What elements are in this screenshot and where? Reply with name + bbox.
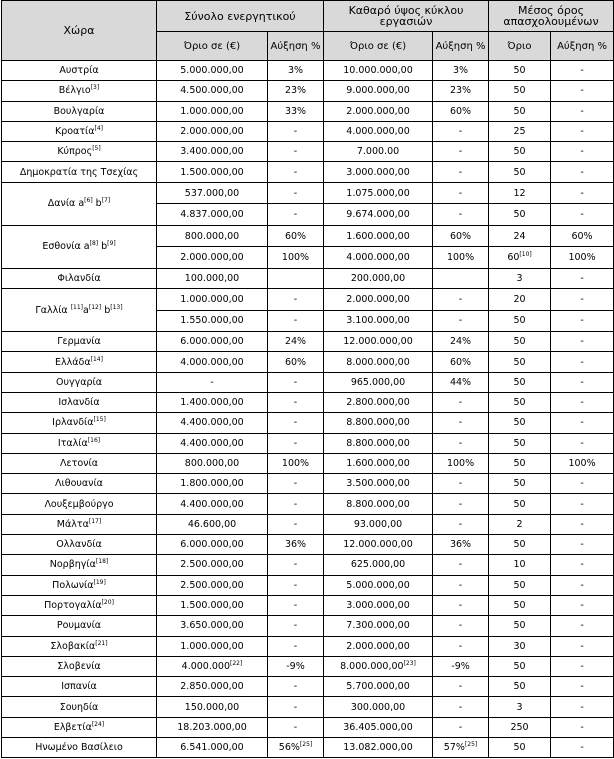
turnover-increase-cell: 100% bbox=[433, 453, 489, 473]
turnover-limit-cell: 965.000,00 bbox=[324, 372, 433, 392]
assets-limit-cell: 4.500.000,00 bbox=[157, 81, 268, 101]
country-name: Κροατία[4] bbox=[2, 121, 157, 141]
turnover-increase-cell: - bbox=[433, 494, 489, 514]
employees-increase-cell: - bbox=[551, 575, 614, 595]
country-name: Ισπανία bbox=[2, 677, 157, 697]
employees-limit-cell: 50 bbox=[489, 474, 551, 494]
employees-increase-cell: - bbox=[551, 289, 614, 311]
assets-increase-cell: - bbox=[268, 514, 324, 534]
table-row bbox=[2, 514, 614, 534]
employees-increase-cell: - bbox=[551, 182, 614, 204]
country-name: Γαλλία [11]a[12] b[13] bbox=[2, 289, 157, 332]
assets-limit-cell: 1.500.000,00 bbox=[157, 162, 268, 182]
assets-limit-cell: 6.541.000,00 bbox=[157, 738, 268, 758]
net-turnover-header: Καθαρό ύψος κύκλου εργασιών bbox=[324, 1, 489, 32]
employees-increase-cell: 100% bbox=[551, 247, 614, 269]
average-employees-header: Μέσος όρος απασχολουμένων bbox=[489, 1, 614, 32]
employees-increase-header: Αύξηση % bbox=[551, 32, 614, 61]
country-name: Ιταλία[16] bbox=[2, 433, 157, 453]
employees-increase-cell: - bbox=[551, 717, 614, 737]
employees-increase-cell: - bbox=[551, 636, 614, 656]
employees-increase-cell: - bbox=[551, 392, 614, 412]
country-footnote: [4] bbox=[94, 124, 104, 132]
country-name: Γερμανία bbox=[2, 332, 157, 352]
turnover-limit-cell: 5.700.000,00 bbox=[324, 677, 433, 697]
employees-increase-cell: - bbox=[551, 677, 614, 697]
employees-limit-cell: 2 bbox=[489, 514, 551, 534]
turnover-increase-header: Αύξηση % bbox=[433, 32, 489, 61]
assets-limit-cell: 2.500.000,00 bbox=[157, 555, 268, 575]
employees-limit-cell: 10 bbox=[489, 555, 551, 575]
assets-increase-cell: 33% bbox=[268, 101, 324, 121]
assets-increase-cell: - bbox=[268, 555, 324, 575]
employees-increase-cell: - bbox=[551, 268, 614, 288]
turnover-limit-cell: 93.000,00 bbox=[324, 514, 433, 534]
turnover-increase-cell: - bbox=[433, 575, 489, 595]
turnover-increase-cell: - bbox=[433, 121, 489, 141]
turnover-limit-cell: 1.600.000,00 bbox=[324, 225, 433, 247]
table-row bbox=[2, 289, 614, 311]
employees-increase-cell: - bbox=[551, 372, 614, 392]
employees-increase-cell: - bbox=[551, 142, 614, 162]
employees-increase-cell: - bbox=[551, 494, 614, 514]
turnover-increase-cell: 57%[25] bbox=[433, 738, 489, 758]
assets-limit-cell: 1.000.000,00 bbox=[157, 636, 268, 656]
table-row bbox=[2, 453, 614, 473]
turnover-increase-cell: - bbox=[433, 514, 489, 534]
turnover-increase-cell: - bbox=[433, 162, 489, 182]
table-row bbox=[2, 697, 614, 717]
turnover-limit-cell: 8.000.000,00[23] bbox=[324, 656, 433, 676]
assets-limit-cell: 4.000.000[22] bbox=[157, 656, 268, 676]
assets-limit-cell: - bbox=[157, 372, 268, 392]
employees-limit-cell: 60[10] bbox=[489, 247, 551, 269]
country-name: Φιλανδία bbox=[2, 268, 157, 288]
turnover-limit-header: Όριο σε (€) bbox=[324, 32, 433, 61]
turnover-limit-cell: 12.000.000,00 bbox=[324, 535, 433, 555]
assets-limit-cell: 6.000.000,00 bbox=[157, 332, 268, 352]
country-name: Κύπρος[5] bbox=[2, 142, 157, 162]
turnover-limit-cell: 3.000.000,00 bbox=[324, 162, 433, 182]
table-row bbox=[2, 677, 614, 697]
employees-limit-cell: 50 bbox=[489, 352, 551, 372]
country-name: Σλοβενία bbox=[2, 656, 157, 676]
turnover-increase-cell: - bbox=[433, 413, 489, 433]
table-row bbox=[2, 616, 614, 636]
turnover-limit-cell: 9.000.000,00 bbox=[324, 81, 433, 101]
employees-increase-cell: - bbox=[551, 616, 614, 636]
table-body bbox=[2, 61, 614, 758]
turnover-limit-cell: 4.000.000,00 bbox=[324, 121, 433, 141]
turnover-limit-cell: 1.075.000,00 bbox=[324, 182, 433, 204]
assets-limit-cell: 5.000.000,00 bbox=[157, 61, 268, 81]
employees-limit-cell: 50 bbox=[489, 535, 551, 555]
employees-limit-cell: 50 bbox=[489, 575, 551, 595]
country-footnote: [24] bbox=[91, 720, 105, 728]
turnover-limit-cell: 625.000,00 bbox=[324, 555, 433, 575]
assets-limit-cell: 100.000,00 bbox=[157, 268, 268, 288]
turnover-increase-cell: - bbox=[433, 310, 489, 332]
employees-limit-cell: 50 bbox=[489, 204, 551, 226]
employees-limit-cell: 50 bbox=[489, 101, 551, 121]
assets-increase-cell: - bbox=[268, 616, 324, 636]
turnover-limit-cell: 200.000,00 bbox=[324, 268, 433, 288]
assets-increase-cell: -9% bbox=[268, 656, 324, 676]
employees-limit-cell: 50 bbox=[489, 656, 551, 676]
turnover-increase-cell: 100% bbox=[433, 247, 489, 269]
table-row bbox=[2, 555, 614, 575]
employees-limit-cell: 50 bbox=[489, 310, 551, 332]
employees-increase-cell: - bbox=[551, 656, 614, 676]
table-row bbox=[2, 392, 614, 412]
country-footnote: [19] bbox=[93, 578, 106, 586]
turnover-limit-cell: 7.300.000,00 bbox=[324, 616, 433, 636]
assets-limit-cell: 1.000.000,00 bbox=[157, 289, 268, 311]
table-row bbox=[2, 352, 614, 372]
country-name: Ισλανδία bbox=[2, 392, 157, 412]
turnover-increase-cell: 44% bbox=[433, 372, 489, 392]
employees-limit-cell: 12 bbox=[489, 182, 551, 204]
assets-limit-cell: 800.000,00 bbox=[157, 453, 268, 473]
assets-limit-cell: 4.400.000,00 bbox=[157, 494, 268, 514]
assets-increase-cell: - bbox=[268, 121, 324, 141]
assets-increase-cell: 60% bbox=[268, 352, 324, 372]
country-footnote: [17] bbox=[88, 517, 102, 525]
assets-limit-header: Όριο σε (€) bbox=[157, 32, 268, 61]
turnover-increase-cell: - bbox=[433, 142, 489, 162]
country-footnote: [20] bbox=[101, 598, 114, 606]
table-row bbox=[2, 413, 614, 433]
turnover-limit-cell: 3.100.000,00 bbox=[324, 310, 433, 332]
country-name: Εσθονία a[8] b[9] bbox=[2, 225, 157, 268]
table-row bbox=[2, 372, 614, 392]
country-name: Πορτογαλία[20] bbox=[2, 595, 157, 615]
country-name: Σουηδία bbox=[2, 697, 157, 717]
assets-increase-cell: 60% bbox=[268, 225, 324, 247]
employees-limit-cell: 50 bbox=[489, 372, 551, 392]
country-footnote: [21] bbox=[95, 639, 108, 647]
turnover-increase-cell: - bbox=[433, 697, 489, 717]
total-assets-header: Σύνολο ενεργητικού bbox=[157, 1, 324, 32]
turnover-limit-cell: 4.000.000,00 bbox=[324, 247, 433, 269]
assets-limit-cell: 3.400.000,00 bbox=[157, 142, 268, 162]
table-row bbox=[2, 535, 614, 555]
table-row bbox=[2, 332, 614, 352]
assets-limit-cell: 6.000.000,00 bbox=[157, 535, 268, 555]
turnover-increase-cell: - bbox=[433, 182, 489, 204]
turnover-limit-cell: 36.405.000,00 bbox=[324, 717, 433, 737]
assets-limit-cell: 800.000,00 bbox=[157, 225, 268, 247]
turnover-increase-cell: - bbox=[433, 555, 489, 575]
assets-limit-cell: 4.000.000,00 bbox=[157, 352, 268, 372]
turnover-increase-cell: 60% bbox=[433, 101, 489, 121]
employees-increase-cell: - bbox=[551, 535, 614, 555]
employees-limit-cell: 20 bbox=[489, 289, 551, 311]
employees-limit-cell: 50 bbox=[489, 738, 551, 758]
assets-increase-cell: - bbox=[268, 310, 324, 332]
employees-increase-cell: - bbox=[551, 310, 614, 332]
assets-limit-cell: 2.500.000,00 bbox=[157, 575, 268, 595]
country-name: Δανία a[6] b[7] bbox=[2, 182, 157, 225]
country-column-header: Χώρα bbox=[2, 1, 157, 61]
table-row bbox=[2, 474, 614, 494]
country-name: Βέλγιο[3] bbox=[2, 81, 157, 101]
assets-increase-cell bbox=[268, 268, 324, 288]
employees-limit-cell: 50 bbox=[489, 81, 551, 101]
employees-limit-cell: 25 bbox=[489, 121, 551, 141]
assets-increase-cell: - bbox=[268, 717, 324, 737]
employees-increase-cell: - bbox=[551, 697, 614, 717]
assets-limit-cell: 2.850.000,00 bbox=[157, 677, 268, 697]
assets-increase-cell: - bbox=[268, 433, 324, 453]
assets-increase-cell: - bbox=[268, 413, 324, 433]
country-name: Δημοκρατία της Τσεχίας bbox=[2, 162, 157, 182]
table-row bbox=[2, 268, 614, 288]
employees-increase-cell: - bbox=[551, 332, 614, 352]
table-row bbox=[2, 656, 614, 676]
turnover-limit-cell: 300.000,00 bbox=[324, 697, 433, 717]
employees-increase-cell: - bbox=[551, 352, 614, 372]
turnover-increase-cell: - bbox=[433, 616, 489, 636]
assets-limit-cell: 2.000.000,00 bbox=[157, 247, 268, 269]
assets-increase-cell: - bbox=[268, 392, 324, 412]
turnover-limit-cell: 10.000.000,00 bbox=[324, 61, 433, 81]
assets-limit-cell: 2.000.000,00 bbox=[157, 121, 268, 141]
table-row bbox=[2, 61, 614, 81]
country-name: Λιθουανία bbox=[2, 474, 157, 494]
turnover-limit-cell: 2.000.000,00 bbox=[324, 289, 433, 311]
turnover-increase-cell: -9% bbox=[433, 656, 489, 676]
employees-limit-cell: 50 bbox=[489, 413, 551, 433]
turnover-limit-cell: 8.000.000,00 bbox=[324, 352, 433, 372]
assets-limit-cell: 3.650.000,00 bbox=[157, 616, 268, 636]
table-row bbox=[2, 142, 614, 162]
table-row bbox=[2, 162, 614, 182]
assets-limit-cell: 150.000,00 bbox=[157, 697, 268, 717]
assets-increase-cell: 23% bbox=[268, 81, 324, 101]
employees-limit-cell: 50 bbox=[489, 61, 551, 81]
country-name: Ολλανδία bbox=[2, 535, 157, 555]
employees-limit-cell: 50 bbox=[489, 332, 551, 352]
assets-increase-cell: 3% bbox=[268, 61, 324, 81]
employees-increase-cell: - bbox=[551, 474, 614, 494]
employees-limit-cell: 30 bbox=[489, 636, 551, 656]
assets-increase-cell: - bbox=[268, 595, 324, 615]
turnover-increase-cell: - bbox=[433, 433, 489, 453]
country-footnote: [16] bbox=[87, 436, 101, 444]
turnover-increase-cell: 60% bbox=[433, 352, 489, 372]
turnover-limit-cell: 2.800.000,00 bbox=[324, 392, 433, 412]
assets-limit-cell: 1.500.000,00 bbox=[157, 595, 268, 615]
assets-limit-cell: 1.800.000,00 bbox=[157, 474, 268, 494]
country-name: Ιρλανδία[15] bbox=[2, 413, 157, 433]
turnover-limit-cell: 3.500.000,00 bbox=[324, 474, 433, 494]
employees-increase-cell: - bbox=[551, 101, 614, 121]
employees-limit-cell: 50 bbox=[489, 142, 551, 162]
country-footnote: [5] bbox=[92, 145, 101, 153]
assets-increase-cell: - bbox=[268, 575, 324, 595]
assets-limit-cell: 18.203.000,00 bbox=[157, 717, 268, 737]
employees-limit-cell: 50 bbox=[489, 433, 551, 453]
employees-increase-cell: - bbox=[551, 555, 614, 575]
turnover-increase-cell bbox=[433, 268, 489, 288]
table-row bbox=[2, 494, 614, 514]
turnover-increase-cell: - bbox=[433, 636, 489, 656]
turnover-increase-cell: 3% bbox=[433, 61, 489, 81]
assets-increase-cell: - bbox=[268, 636, 324, 656]
employees-increase-cell: - bbox=[551, 162, 614, 182]
employees-limit-header: Όριο bbox=[489, 32, 551, 61]
assets-increase-cell: 100% bbox=[268, 453, 324, 473]
assets-increase-cell: 24% bbox=[268, 332, 324, 352]
country-name: Λετονία bbox=[2, 453, 157, 473]
employees-increase-cell: - bbox=[551, 738, 614, 758]
country-footnote: [18] bbox=[95, 558, 109, 566]
table-row bbox=[2, 225, 614, 247]
turnover-increase-cell: 23% bbox=[433, 81, 489, 101]
turnover-limit-cell: 2.000.000,00 bbox=[324, 101, 433, 121]
employees-limit-cell: 250 bbox=[489, 717, 551, 737]
country-name: Μάλτα[17] bbox=[2, 514, 157, 534]
table-row bbox=[2, 738, 614, 758]
country-name: Ουγγαρία bbox=[2, 372, 157, 392]
turnover-limit-cell: 9.674.000,00 bbox=[324, 204, 433, 226]
assets-increase-cell: - bbox=[268, 289, 324, 311]
table-row bbox=[2, 121, 614, 141]
employees-increase-cell: - bbox=[551, 204, 614, 226]
turnover-limit-cell: 1.600.000,00 bbox=[324, 453, 433, 473]
country-name: Αυστρία bbox=[2, 61, 157, 81]
table-row bbox=[2, 595, 614, 615]
employees-limit-cell: 3 bbox=[489, 697, 551, 717]
employees-limit-cell: 50 bbox=[489, 392, 551, 412]
turnover-increase-cell: 36% bbox=[433, 535, 489, 555]
turnover-limit-cell: 12.000.000,00 bbox=[324, 332, 433, 352]
employees-limit-cell: 50 bbox=[489, 595, 551, 615]
employees-increase-cell: - bbox=[551, 121, 614, 141]
assets-limit-cell: 1.550.000,00 bbox=[157, 310, 268, 332]
table-row bbox=[2, 433, 614, 453]
turnover-increase-cell: - bbox=[433, 677, 489, 697]
assets-limit-cell: 537.000,00 bbox=[157, 182, 268, 204]
assets-increase-cell: 56%[25] bbox=[268, 738, 324, 758]
turnover-increase-cell: - bbox=[433, 717, 489, 737]
table-row bbox=[2, 101, 614, 121]
assets-increase-cell: - bbox=[268, 474, 324, 494]
sme-thresholds-table bbox=[1, 0, 614, 758]
employees-increase-cell: - bbox=[551, 595, 614, 615]
turnover-increase-cell: - bbox=[433, 474, 489, 494]
country-name: Ρουμανία bbox=[2, 616, 157, 636]
turnover-increase-cell: - bbox=[433, 289, 489, 311]
employees-increase-cell: - bbox=[551, 61, 614, 81]
employees-limit-cell: 50 bbox=[489, 494, 551, 514]
assets-limit-cell: 1.000.000,00 bbox=[157, 101, 268, 121]
turnover-limit-cell: 8.800.000,00 bbox=[324, 433, 433, 453]
assets-increase-cell: 100% bbox=[268, 247, 324, 269]
assets-increase-cell: - bbox=[268, 204, 324, 226]
assets-increase-cell: - bbox=[268, 677, 324, 697]
assets-limit-cell: 46.600,00 bbox=[157, 514, 268, 534]
country-footnote: [14] bbox=[90, 355, 103, 363]
assets-increase-cell: - bbox=[268, 697, 324, 717]
assets-increase-header: Αύξηση % bbox=[268, 32, 324, 61]
turnover-increase-cell: 24% bbox=[433, 332, 489, 352]
employees-increase-cell: - bbox=[551, 81, 614, 101]
employees-limit-cell: 50 bbox=[489, 677, 551, 697]
table-row bbox=[2, 575, 614, 595]
turnover-limit-cell: 5.000.000,00 bbox=[324, 575, 433, 595]
table-row bbox=[2, 636, 614, 656]
turnover-increase-cell: - bbox=[433, 392, 489, 412]
assets-increase-cell: - bbox=[268, 162, 324, 182]
country-name: Βουλγαρία bbox=[2, 101, 157, 121]
country-name: Σλοβακία[21] bbox=[2, 636, 157, 656]
assets-increase-cell: 36% bbox=[268, 535, 324, 555]
turnover-increase-cell: 60% bbox=[433, 225, 489, 247]
employees-limit-cell: 50 bbox=[489, 162, 551, 182]
employees-increase-cell: - bbox=[551, 433, 614, 453]
assets-increase-cell: - bbox=[268, 182, 324, 204]
country-name: Λουξεμβούργο bbox=[2, 494, 157, 514]
assets-limit-cell: 4.400.000,00 bbox=[157, 433, 268, 453]
employees-increase-cell: - bbox=[551, 413, 614, 433]
employees-limit-cell: 50 bbox=[489, 453, 551, 473]
employees-limit-cell: 3 bbox=[489, 268, 551, 288]
table-row bbox=[2, 81, 614, 101]
assets-increase-cell: - bbox=[268, 494, 324, 514]
country-name: Ελβετία[24] bbox=[2, 717, 157, 737]
assets-limit-cell: 4.837.000,00 bbox=[157, 204, 268, 226]
turnover-limit-cell: 7.000.00 bbox=[324, 142, 433, 162]
turnover-limit-cell: 13.082.000,00 bbox=[324, 738, 433, 758]
turnover-limit-cell: 3.000.000,00 bbox=[324, 595, 433, 615]
country-name: Ηνωμένο Βασίλειο bbox=[2, 738, 157, 758]
table-row bbox=[2, 717, 614, 737]
turnover-increase-cell: - bbox=[433, 204, 489, 226]
assets-increase-cell: - bbox=[268, 142, 324, 162]
employees-increase-cell: - bbox=[551, 514, 614, 534]
table-row bbox=[2, 182, 614, 204]
turnover-increase-cell: - bbox=[433, 595, 489, 615]
country-footnote: [15] bbox=[93, 416, 106, 424]
employees-limit-cell: 24 bbox=[489, 225, 551, 247]
assets-limit-cell: 4.400.000,00 bbox=[157, 413, 268, 433]
turnover-limit-cell: 8.800.000,00 bbox=[324, 494, 433, 514]
assets-increase-cell: - bbox=[268, 372, 324, 392]
employees-increase-cell: 60% bbox=[551, 225, 614, 247]
country-name: Πολωνία[19] bbox=[2, 575, 157, 595]
country-name: Νορβηγία[18] bbox=[2, 555, 157, 575]
turnover-limit-cell: 8.800.000,00 bbox=[324, 413, 433, 433]
employees-limit-cell: 50 bbox=[489, 616, 551, 636]
employees-increase-cell: 100% bbox=[551, 453, 614, 473]
country-name: Ελλάδα[14] bbox=[2, 352, 157, 372]
assets-limit-cell: 1.400.000,00 bbox=[157, 392, 268, 412]
country-footnote: [3] bbox=[90, 84, 100, 92]
turnover-limit-cell: 2.000.000,00 bbox=[324, 636, 433, 656]
